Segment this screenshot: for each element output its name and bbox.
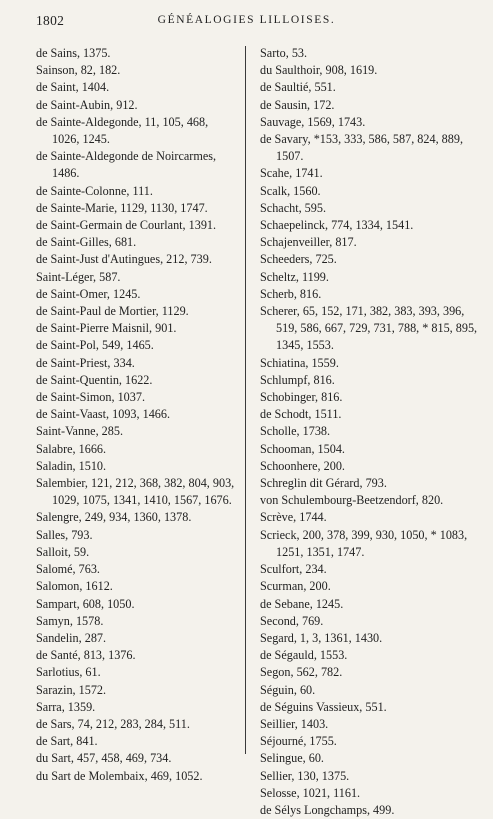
column-divider bbox=[245, 46, 246, 754]
index-entry: Sarra, 1359. bbox=[36, 699, 96, 714]
index-entry: Segard, 1, 3, 1361, 1430. bbox=[260, 630, 383, 645]
index-entry: Scalk, 1560. bbox=[260, 183, 321, 198]
index-entry: de Saint-Germain de Courlant, 1391. bbox=[36, 218, 217, 233]
index-entry: Salengre, 249, 934, 1360, 1378. bbox=[36, 510, 192, 525]
index-entry: de Saint-Quentin, 1622. bbox=[36, 372, 153, 387]
page-header bbox=[0, 13, 493, 33]
index-entry: du Sart de Molembaix, 469, 1052. bbox=[36, 768, 203, 783]
index-entry: Scherer, 65, 152, 171, 382, 383, 393, 396, 519, 586, 667, 729, 731, 788, * 815, 895, 1345, 1553. bbox=[260, 304, 478, 353]
index-entry: Sainson, 82, 182. bbox=[36, 63, 121, 78]
index-entry: Salles, 793. bbox=[36, 527, 93, 542]
index-entry: Schobinger, 816. bbox=[260, 390, 343, 405]
index-entry: Scheltz, 1199. bbox=[260, 269, 329, 284]
index-entry: de Sélys Longchamps, 499. bbox=[260, 802, 395, 817]
index-entry: de Saint, 1404. bbox=[36, 80, 110, 95]
index-entry: Salabre, 1666. bbox=[36, 441, 107, 456]
index-entry: Sarlotius, 61. bbox=[36, 665, 101, 680]
index-entry: du Sart, 457, 458, 469, 734. bbox=[36, 751, 172, 766]
index-entry: Salembier, 121, 212, 368, 382, 804, 903, 1029, 1075, 1341, 1410, 1567, 1676. bbox=[36, 476, 235, 508]
index-entry: de Saint-Pol, 549, 1465. bbox=[36, 338, 154, 353]
index-entry: de Sainte-Marie, 1129, 1130, 1747. bbox=[36, 200, 208, 215]
index-entry: Schaepelinck, 774, 1334, 1541. bbox=[260, 218, 414, 233]
index-entry: Schoonhere, 200. bbox=[260, 458, 345, 473]
index-entry: Scholle, 1738. bbox=[260, 424, 331, 439]
index-entry: Sellier, 130, 1375. bbox=[260, 768, 350, 783]
index-column-left bbox=[36, 45, 236, 785]
index-entry: de Santé, 813, 1376. bbox=[36, 648, 136, 663]
index-entry: de Saint-Gilles, 681. bbox=[36, 235, 137, 250]
index-entry: Schooman, 1504. bbox=[260, 441, 345, 456]
index-entry: Selingue, 60. bbox=[260, 751, 324, 766]
index-entry: de Sainte-Aldegonde, 11, 105, 468, 1026, 1245. bbox=[36, 114, 209, 147]
index-entry: Salomé, 763. bbox=[36, 562, 100, 577]
index-entry: Scahe, 1741. bbox=[260, 166, 323, 181]
index-entry: de Sart, 841. bbox=[36, 734, 98, 749]
running-title: GÉNÉALOGIES LILLOISES. bbox=[157, 14, 336, 26]
index-entry: Schacht, 595. bbox=[260, 200, 327, 215]
index-entry: Séjourné, 1755. bbox=[260, 734, 337, 749]
index-entry: Sampart, 608, 1050. bbox=[36, 596, 135, 611]
page-number: 1802 bbox=[36, 13, 65, 28]
index-entry: de Saint-Vaast, 1093, 1466. bbox=[36, 407, 171, 422]
index-entry: Sarto, 53. bbox=[260, 46, 308, 60]
index-entry: Schreglin dit Gérard, 793. bbox=[260, 476, 387, 491]
index-entry: de Saint-Aubin, 912. bbox=[36, 97, 138, 112]
index-entry: de Saint-Paul de Mortier, 1129. bbox=[36, 304, 189, 319]
index-entry: Sculfort, 234. bbox=[260, 562, 327, 577]
index-entry: Scurman, 200. bbox=[260, 579, 331, 594]
index-entry: du Saulthoir, 908, 1619. bbox=[260, 63, 378, 78]
index-entry: von Schulembourg-Beetzendorf, 820. bbox=[260, 493, 444, 508]
index-entry: Saint-Léger, 587. bbox=[36, 269, 121, 284]
index-entry: Schajenveiller, 817. bbox=[260, 235, 357, 250]
index-entry: de Saint-Simon, 1037. bbox=[36, 390, 146, 405]
index-entry: Salloit, 59. bbox=[36, 544, 90, 559]
index-entry: Scrève, 1744. bbox=[260, 510, 327, 525]
index-entry: Second, 769. bbox=[260, 613, 324, 628]
index-entry: Schiatina, 1559. bbox=[260, 355, 339, 370]
index-entry: de Sainte-Colonne, 111. bbox=[36, 183, 153, 198]
index-entry: Sauvage, 1569, 1743. bbox=[260, 114, 366, 129]
index-entry: de Saint-Omer, 1245. bbox=[36, 286, 141, 301]
index-entry: Scherb, 816. bbox=[260, 286, 322, 301]
index-entry: Samyn, 1578. bbox=[36, 613, 104, 628]
index-entry: Séguin, 60. bbox=[260, 682, 316, 697]
index-entry: Saladin, 1510. bbox=[36, 458, 107, 473]
index-entry: Seillier, 1403. bbox=[260, 716, 329, 731]
index-entry: de Schodt, 1511. bbox=[260, 407, 342, 422]
index-entry: Sarazin, 1572. bbox=[36, 682, 107, 697]
index-entry: de Sausin, 172. bbox=[260, 97, 335, 112]
index-entry: de Ségauld, 1553. bbox=[260, 648, 348, 663]
index-entry: Selosse, 1021, 1161. bbox=[260, 785, 361, 800]
index-entry: Scheeders, 725. bbox=[260, 252, 337, 267]
index-entry: de Sebane, 1245. bbox=[260, 596, 344, 611]
index-entry: de Savary, *153, 333, 586, 587, 824, 889, 1507. bbox=[260, 132, 463, 164]
index-entry: de Sainte-Aldegonde de Noircarmes, 1486. bbox=[36, 149, 217, 181]
index-entry: Salomon, 1612. bbox=[36, 579, 113, 594]
index-entry: de Séguins Vassieux, 551. bbox=[260, 699, 387, 714]
index-entry: Segon, 562, 782. bbox=[260, 665, 343, 680]
index-entry: de Saint-Just d'Autingues, 212, 739. bbox=[36, 252, 212, 267]
index-entry: Sandelin, 287. bbox=[36, 630, 107, 645]
index-entry: Saint-Vanne, 285. bbox=[36, 424, 123, 439]
index-entry: Scrieck, 200, 378, 399, 930, 1050, * 1083, 1251, 1351, 1747. bbox=[260, 527, 468, 559]
index-entry: de Sains, 1375. bbox=[36, 46, 111, 60]
index-entry: de Saint-Priest, 334. bbox=[36, 355, 135, 370]
index-entry: de Sars, 74, 212, 283, 284, 511. bbox=[36, 716, 190, 731]
index-entry: de Saultié, 551. bbox=[260, 80, 336, 95]
index-entry: de Saint-Pierre Maisnil, 901. bbox=[36, 321, 177, 336]
index-column-right bbox=[260, 45, 482, 819]
index-entry: Schlumpf, 816. bbox=[260, 372, 335, 387]
